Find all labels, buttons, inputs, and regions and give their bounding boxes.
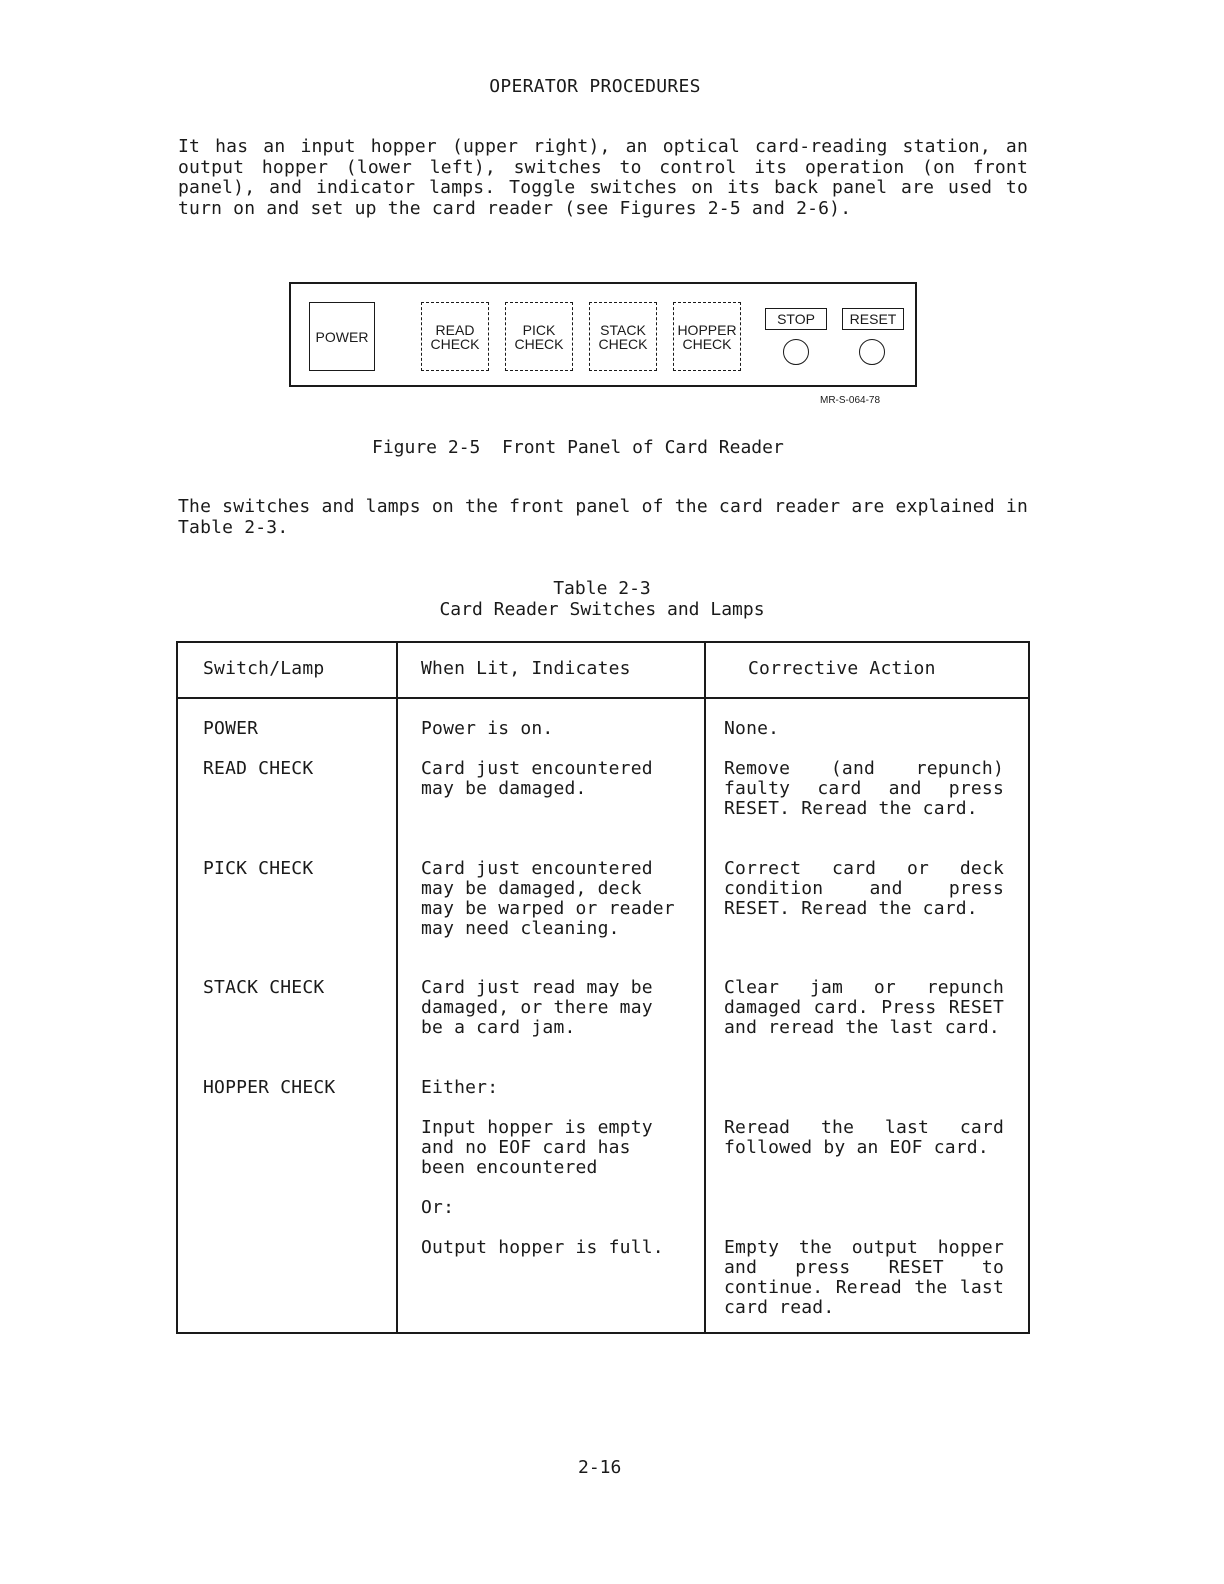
stack-check-lamp — [589, 302, 657, 371]
header-switch-lamp: Switch/Lamp — [203, 658, 325, 679]
table-row-switch: STACK CHECK — [203, 977, 325, 998]
lamp-label-line2: CHECK — [598, 335, 648, 352]
page-number: 2-16 — [578, 1457, 622, 1478]
column-divider — [396, 643, 398, 1332]
lamp-label-line2: CHECK — [430, 335, 480, 352]
table-number: Table 2-3 — [553, 578, 651, 599]
hopper-check-lamp — [673, 302, 741, 371]
lamp-label-line1: PICK — [522, 321, 556, 338]
front-panel-figure — [289, 282, 917, 387]
table-row-action: None. — [724, 718, 780, 739]
reset-button-icon — [859, 339, 885, 365]
table-caption: Card Reader Switches and Lamps — [439, 599, 765, 620]
table-row-indicates: Card just encountered may be damaged. — [421, 758, 653, 799]
switches-table — [176, 641, 1030, 1334]
table-row-switch: POWER — [203, 718, 259, 739]
stop-label: STOP — [765, 308, 827, 330]
page-header: OPERATOR PROCEDURES — [489, 76, 701, 97]
power-switch: POWER — [309, 302, 375, 371]
read-check-lamp — [421, 302, 489, 371]
column-divider — [704, 643, 706, 1332]
hopper-sub-action: Reread the last card followed by an EOF card. — [724, 1117, 1004, 1158]
table-row-action: Correct card or deck condition and press RESET. Reread the card. — [724, 858, 1004, 919]
table-row-action: Remove (and repunch) faulty card and press RESET. Reread the card. — [724, 758, 1004, 819]
table-row-indicates: Either: — [421, 1077, 499, 1098]
figure-caption: Figure 2-5 Front Panel of Card Reader — [372, 437, 784, 458]
stop-button-icon — [783, 339, 809, 365]
intro-text: It has an input hopper (upper right), an optical card-reading station, an output hopper (lower left), switches to control its operation (on front panel), and indicator lamps. Toggle switches on its back panel are used to turn on and set up the card reader (see Figures 2-5 and 2-6). — [178, 136, 1028, 219]
header-divider — [178, 697, 1028, 699]
second-text: The switches and lamps on the front panel of the card reader are explained in Table 2-3. — [178, 496, 1028, 538]
hopper-sub-indicates: Or: — [421, 1197, 455, 1218]
hopper-sub-indicates: Input hopper is empty and no EOF card has been encountered — [421, 1117, 653, 1178]
figure-id: MR-S-064-78 — [820, 395, 881, 406]
hopper-sub-action: Empty the output hopper and press RESET to continue. Reread the last card read. — [724, 1237, 1004, 1318]
lamp-label-line2: CHECK — [514, 335, 564, 352]
header-corrective-action: Corrective Action — [748, 658, 936, 679]
lamp-label-line2: CHECK — [682, 335, 732, 352]
intro-paragraph — [178, 137, 1028, 219]
table-row-switch: READ CHECK — [203, 758, 314, 779]
lamp-label-line1: STACK — [600, 321, 646, 338]
header-when-lit: When Lit, Indicates — [421, 658, 631, 679]
lamp-label-line1: READ — [435, 321, 475, 338]
table-row-indicates: Card just encountered may be damaged, deck may be warped or reader may need cleaning. — [421, 858, 675, 939]
second-paragraph — [178, 497, 1028, 538]
table-row-indicates: Card just read may be damaged, or there may be a card jam. — [421, 977, 653, 1038]
lamp-label-line1: HOPPER — [677, 321, 737, 338]
pick-check-lamp — [505, 302, 573, 371]
hopper-sub-indicates: Output hopper is full. — [421, 1237, 664, 1258]
table-row-switch: PICK CHECK — [203, 858, 314, 879]
reset-label: RESET — [842, 308, 904, 330]
table-row-indicates: Power is on. — [421, 718, 554, 739]
table-row-switch: HOPPER CHECK — [203, 1077, 336, 1098]
table-title — [0, 578, 1204, 620]
table-row-action: Clear jam or repunch damaged card. Press RESET and reread the last card. — [724, 977, 1004, 1038]
